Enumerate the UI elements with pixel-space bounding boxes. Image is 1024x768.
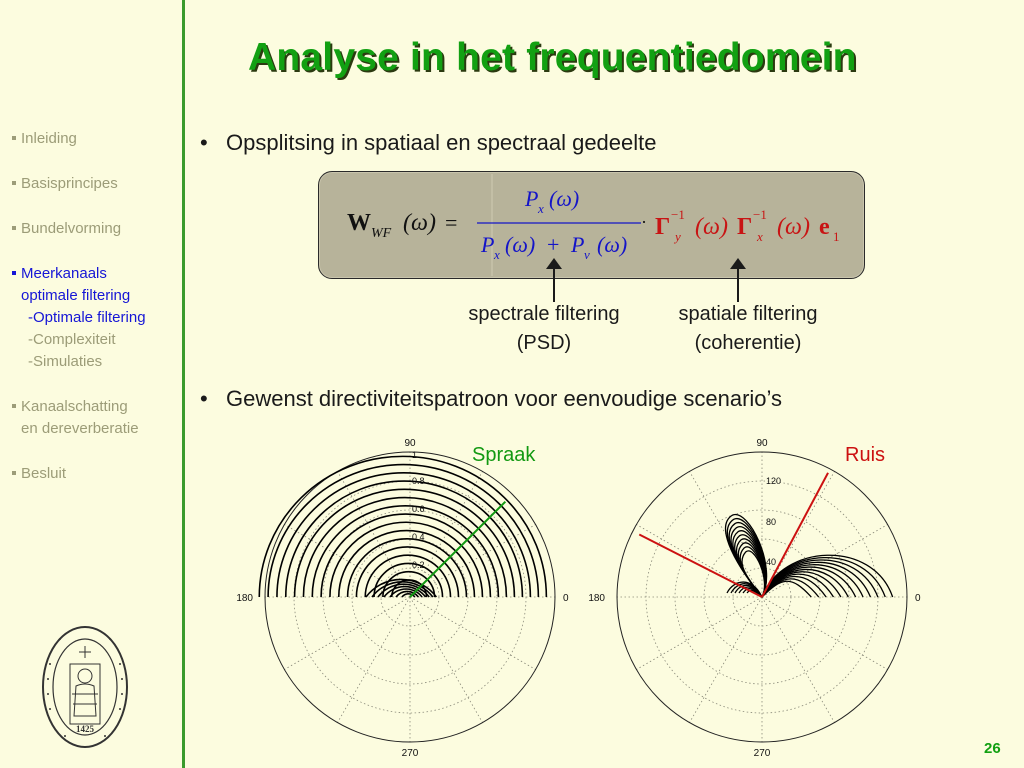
bullet-1 bbox=[200, 130, 657, 156]
formula-num-sub: x bbox=[538, 201, 544, 216]
grid-spoke bbox=[284, 597, 410, 670]
annotation-spectral bbox=[446, 300, 642, 358]
formula-den-omega1: (ω) bbox=[505, 232, 536, 257]
nav-subitem-optimale-filtering[interactable]: -Optimale filtering bbox=[28, 309, 146, 326]
radial-label: 0.4 bbox=[412, 532, 425, 542]
bullet-square-icon bbox=[12, 471, 16, 475]
radial-label: 80 bbox=[766, 517, 777, 527]
formula-inv-y: −1 bbox=[671, 207, 685, 222]
nav-label: Basisprincipes bbox=[21, 175, 118, 192]
annotation-spatial-line2: (coherentie) bbox=[694, 332, 802, 354]
bullet-2 bbox=[200, 386, 782, 412]
formula-gamma-x: Γ bbox=[737, 214, 753, 240]
arrowhead-spatial-icon bbox=[730, 258, 746, 270]
bullet-square-icon bbox=[12, 226, 16, 230]
angle-label-0: 0 bbox=[563, 593, 569, 604]
annotation-spatial-line1: spatiale filtering bbox=[678, 303, 818, 325]
nav-label: Besluit bbox=[21, 465, 67, 482]
sidebar-nav bbox=[12, 128, 182, 508]
formula-omega-x: (ω) bbox=[777, 214, 810, 240]
bullet-square-icon bbox=[12, 181, 16, 185]
formula-den-sub-v: v bbox=[584, 247, 590, 262]
formula-den-sub-x: x bbox=[494, 247, 500, 262]
ruis-pattern bbox=[726, 515, 893, 597]
formula-dot: · bbox=[641, 212, 647, 232]
bullet-square-icon bbox=[12, 404, 16, 408]
nav-label: Kanaalschatting bbox=[21, 398, 128, 415]
nav-label-cont: en dereverberatie bbox=[21, 420, 139, 437]
nav-subitem-simulaties[interactable]: -Simulaties bbox=[28, 353, 103, 370]
formula-num-p: P bbox=[525, 186, 539, 211]
grid-spoke bbox=[636, 597, 762, 670]
annotation-spectral-line1: spectrale filtering bbox=[468, 303, 620, 325]
slide-title: Analyse in het frequentiedomein bbox=[248, 36, 857, 79]
grid-spoke bbox=[690, 597, 763, 723]
bullet-dot-icon: • bbox=[200, 130, 208, 155]
angle-label-180: 180 bbox=[236, 593, 253, 604]
radial-label: 40 bbox=[766, 557, 777, 567]
grid-spoke bbox=[338, 471, 411, 597]
nav-item-besluit[interactable] bbox=[12, 463, 182, 485]
radial-label: 1 bbox=[412, 450, 418, 460]
bullet-dot-icon: • bbox=[200, 386, 208, 411]
formula-den-omega2: (ω) bbox=[597, 232, 628, 257]
bullet-square-icon bbox=[12, 136, 16, 140]
grid-spoke bbox=[762, 597, 835, 723]
formula-omega-y: (ω) bbox=[695, 214, 728, 240]
bullet-square-icon bbox=[12, 271, 16, 275]
formula-inv-x: −1 bbox=[753, 207, 767, 222]
nav-item-basisprincipes[interactable] bbox=[12, 173, 182, 195]
formula-sub-y: y bbox=[675, 229, 681, 244]
angle-label-0: 0 bbox=[915, 593, 921, 604]
nav-item-inleiding[interactable] bbox=[12, 128, 182, 150]
radial-label: 0.6 bbox=[412, 504, 425, 514]
bullet-text: Gewenst directiviteitspatroon voor eenvoudige scenario’s bbox=[226, 386, 783, 411]
angle-label-270: 270 bbox=[401, 748, 419, 758]
nav-label: Meerkanaals bbox=[21, 265, 107, 282]
nav-item-bundelvorming[interactable] bbox=[12, 218, 182, 240]
formula-plus: + bbox=[547, 232, 560, 257]
nav-label-cont: optimale filtering bbox=[21, 287, 131, 304]
formula-w: W bbox=[347, 210, 371, 236]
formula-box bbox=[318, 171, 865, 279]
grid-spoke bbox=[338, 597, 411, 723]
formula-equals: = bbox=[445, 210, 458, 235]
formula-den-pv: P bbox=[571, 232, 585, 257]
nav-label: Bundelvorming bbox=[21, 220, 122, 237]
polar-plot-spraak bbox=[222, 432, 572, 758]
university-seal-logo bbox=[40, 624, 130, 750]
formula-sub-1: 1 bbox=[833, 229, 840, 244]
annotation-spectral-line2: (PSD) bbox=[516, 332, 572, 354]
angle-label-270: 270 bbox=[753, 748, 771, 758]
bullet-text: Opsplitsing in spatiaal en spectraal gedeelte bbox=[226, 130, 657, 155]
grid-spoke bbox=[762, 597, 888, 670]
spraak-pattern bbox=[259, 456, 546, 597]
formula-w-sub: WF bbox=[371, 226, 392, 241]
angle-label-90: 90 bbox=[404, 438, 416, 449]
grid-spoke bbox=[410, 597, 536, 670]
formula-sub-x: x bbox=[757, 229, 763, 244]
plot-label-ruis: Ruis bbox=[845, 444, 886, 466]
radial-label: 0.2 bbox=[412, 560, 425, 570]
plot-label-spraak: Spraak bbox=[472, 444, 536, 466]
polar-plot-ruis bbox=[582, 432, 932, 758]
formula-gamma-y: Γ bbox=[655, 214, 671, 240]
angle-label-180: 180 bbox=[588, 593, 605, 604]
nav-item-meerkanaals[interactable] bbox=[12, 263, 182, 373]
formula-e: e bbox=[819, 214, 830, 240]
formula-omega: (ω) bbox=[403, 210, 436, 236]
grid-spoke bbox=[410, 597, 483, 723]
radial-label: 120 bbox=[766, 476, 782, 486]
arrowhead-spectral-icon bbox=[546, 258, 562, 270]
logo-year: 1425 bbox=[76, 724, 94, 734]
nav-label: Inleiding bbox=[21, 130, 77, 147]
annotation-spatial bbox=[655, 300, 841, 358]
noise-direction-line bbox=[762, 473, 828, 597]
formula bbox=[319, 172, 864, 278]
formula-den-px: P bbox=[481, 232, 495, 257]
page-number: 26 bbox=[984, 740, 1001, 757]
formula-num-omega: (ω) bbox=[549, 186, 580, 211]
radial-label: 0.8 bbox=[412, 476, 425, 486]
nav-subitem-complexiteit[interactable]: -Complexiteit bbox=[28, 331, 116, 348]
sidebar-divider bbox=[182, 0, 185, 768]
angle-label-90: 90 bbox=[756, 438, 768, 449]
nav-item-kanaalschatting[interactable] bbox=[12, 396, 182, 440]
